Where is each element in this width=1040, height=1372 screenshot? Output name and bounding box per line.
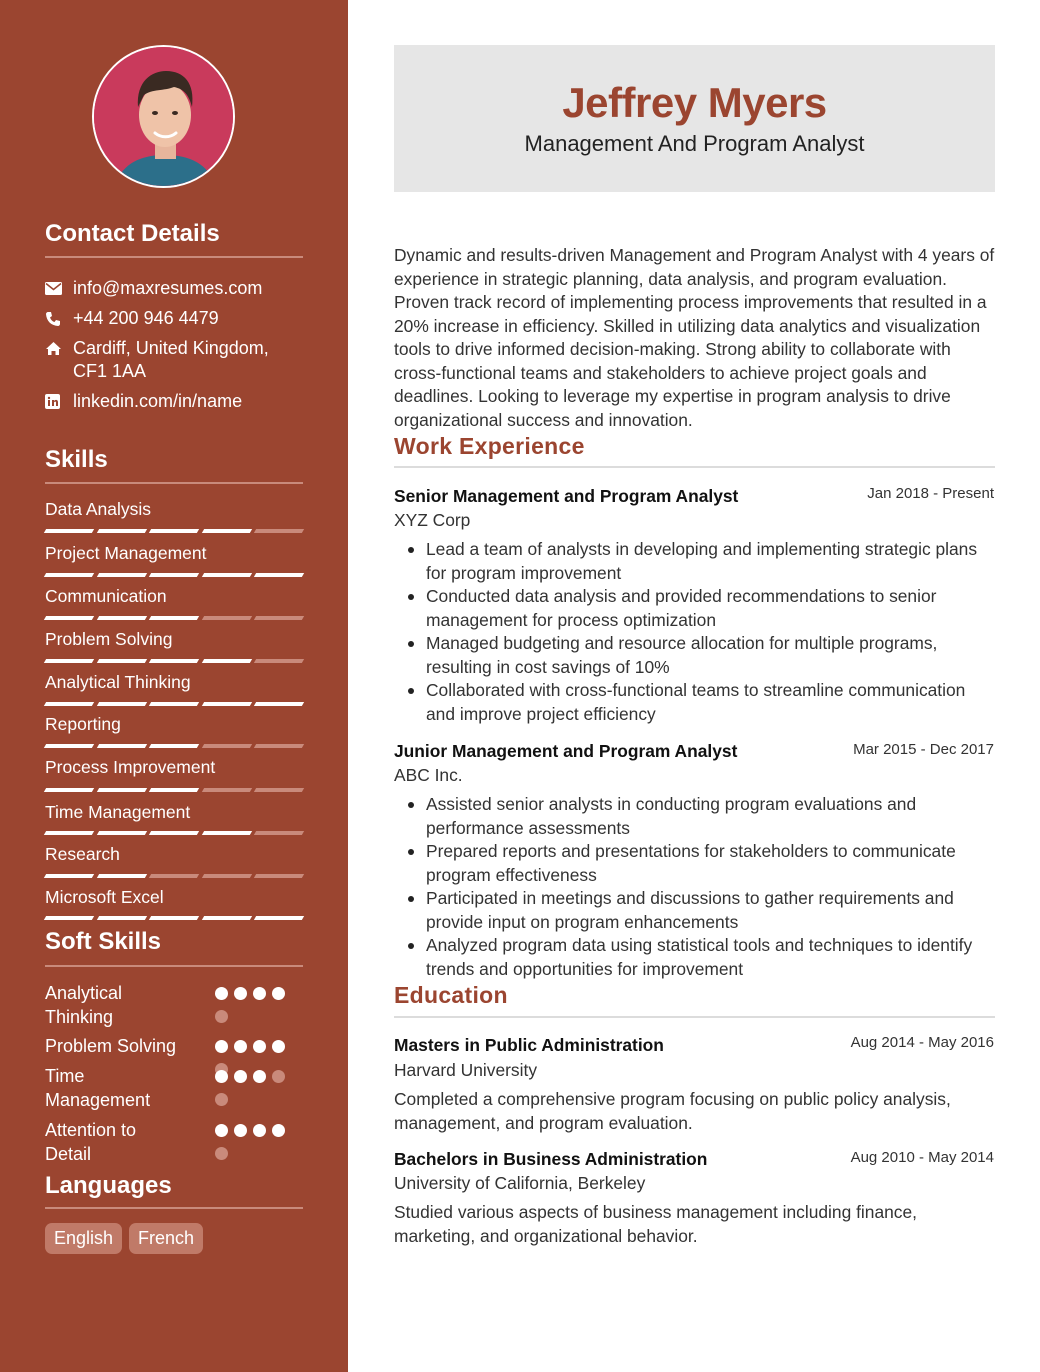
job-company: ABC Inc. [394, 765, 463, 785]
skill-meter-segment [149, 788, 199, 792]
contact-divider [45, 256, 303, 258]
skill-label: Microsoft Excel [45, 887, 164, 907]
skill-item [45, 886, 303, 908]
skill-meter-segment [202, 573, 252, 577]
skill-meter [45, 831, 303, 835]
skill-label: Communication [45, 586, 167, 606]
skill-item [45, 801, 303, 823]
skill-meter-segment [149, 616, 199, 620]
skill-label: Problem Solving [45, 629, 173, 649]
skill-meter-segment [202, 788, 252, 792]
skill-item [45, 671, 303, 693]
skill-meter-segment [44, 573, 94, 577]
work-experience-title: Work Experience [394, 433, 585, 459]
contact-address-text: Cardiff, United Kingdom, CF1 1AA [73, 338, 269, 381]
degree-title: Bachelors in Business Administration [394, 1149, 708, 1169]
skill-meter-segment [96, 573, 146, 577]
skill-meter [45, 874, 303, 878]
envelope-icon [45, 277, 73, 300]
work-experience-divider [394, 466, 995, 468]
skill-meter-segment [44, 874, 94, 878]
linkedin-icon [45, 390, 73, 413]
contact-linkedin[interactable] [45, 390, 303, 413]
avatar [92, 45, 235, 188]
skill-label: Process Improvement [45, 757, 216, 777]
profile-photo [94, 47, 235, 188]
skill-meter-segment [202, 616, 252, 620]
skill-meter-segment [202, 916, 252, 920]
language-tag: French [129, 1223, 203, 1254]
contact-phone[interactable] [45, 307, 303, 330]
skill-item [45, 585, 303, 607]
skill-meter-segment [202, 702, 252, 706]
job-bullet: Assisted senior analysts in conducting program evaluations and performance assessments [400, 793, 990, 840]
skill-meter-segment [44, 616, 94, 620]
skill-meter-segment [254, 659, 304, 663]
soft-skill-dot [272, 1070, 285, 1083]
skill-meter-segment [202, 529, 252, 533]
skill-meter [45, 788, 303, 792]
skill-meter-segment [202, 744, 252, 748]
skill-item [45, 843, 303, 865]
soft-skill-label: Problem Solving [45, 1036, 177, 1056]
skill-meter [45, 744, 303, 748]
job-bullet: Managed budgeting and resource allocation for multiple programs, resulting in cost savings of 10% [400, 632, 990, 679]
soft-skill-dot [253, 1070, 266, 1083]
skill-meter-segment [254, 916, 304, 920]
soft-skill-dot [215, 1010, 228, 1023]
home-icon [45, 337, 73, 360]
skill-meter [45, 529, 303, 533]
skill-meter-segment [44, 916, 94, 920]
soft-skill-dot [253, 1124, 266, 1137]
skill-meter [45, 659, 303, 663]
skill-meter-segment [254, 744, 304, 748]
soft-skill-dot [215, 1147, 228, 1160]
education-title: Education [394, 982, 508, 1008]
soft-skill-dot [215, 1070, 228, 1083]
skill-meter [45, 573, 303, 577]
phone-icon [45, 307, 73, 330]
skill-meter-segment [96, 616, 146, 620]
skill-meter-segment [96, 788, 146, 792]
skill-meter-segment [149, 831, 199, 835]
soft-skill-dot [234, 987, 247, 1000]
skill-meter-segment [254, 529, 304, 533]
soft-skill-dot [234, 1040, 247, 1053]
skill-label: Time Management [45, 802, 191, 822]
skill-meter-segment [202, 874, 252, 878]
soft-skill-label: Analytical Thinking [45, 983, 123, 1027]
skill-meter-segment [254, 573, 304, 577]
job-bullets [400, 538, 990, 726]
soft-skill-dot [272, 1040, 285, 1053]
soft-skill-dot [215, 987, 228, 1000]
skill-meter-segment [96, 702, 146, 706]
contact-title: Contact Details [45, 220, 220, 247]
skill-meter-segment [254, 788, 304, 792]
skill-meter-segment [202, 831, 252, 835]
skill-label: Data Analysis [45, 499, 152, 519]
job-title: Junior Management and Program Analyst [394, 741, 738, 761]
job-bullets [400, 793, 990, 981]
contact-email-text: info@maxresumes.com [73, 278, 263, 298]
skill-meter-segment [149, 659, 199, 663]
skill-meter-segment [96, 744, 146, 748]
skill-meter [45, 702, 303, 706]
degree-title: Masters in Public Administration [394, 1035, 664, 1055]
languages-divider [45, 1207, 303, 1209]
skill-meter [45, 916, 303, 920]
contact-address [45, 337, 303, 383]
job-company: XYZ Corp [394, 510, 471, 530]
skill-meter-segment [254, 616, 304, 620]
skills-divider [45, 482, 303, 484]
job-bullet: Conducted data analysis and provided recommendations to senior management for process optimization [400, 585, 990, 632]
skill-item [45, 713, 303, 735]
education-divider [394, 1016, 995, 1018]
skill-label: Research [45, 844, 120, 864]
soft-skills-divider [45, 965, 303, 967]
soft-skill-dot [215, 1040, 228, 1053]
sidebar [0, 0, 348, 1372]
skill-meter-segment [254, 831, 304, 835]
soft-skill-dot [253, 1040, 266, 1053]
skill-meter-segment [44, 659, 94, 663]
skill-meter-segment [149, 916, 199, 920]
skill-meter-segment [202, 659, 252, 663]
job-bullet: Lead a team of analysts in developing and implementing strategic plans for program improvement [400, 538, 990, 585]
skill-meter-segment [96, 529, 146, 533]
skill-label: Analytical Thinking [45, 672, 191, 692]
job-bullet: Collaborated with cross-functional teams to streamline communication and improve project efficiency [400, 679, 990, 726]
skill-item [45, 756, 303, 778]
soft-skill-label: Time Management [45, 1066, 151, 1110]
skill-meter-segment [149, 744, 199, 748]
soft-skill-dot [253, 987, 266, 1000]
candidate-name: Jeffrey Myers [562, 79, 827, 126]
skill-meter-segment [44, 702, 94, 706]
skill-meter-segment [44, 529, 94, 533]
degree-description: Studied various aspects of business management including finance, marketing, and organizational behavior. [394, 1202, 918, 1246]
soft-skill-dot [215, 1093, 228, 1106]
header [394, 45, 995, 192]
soft-skill-label: Attention to Detail [45, 1120, 137, 1164]
school-name: University of California, Berkeley [394, 1173, 646, 1193]
skill-meter [45, 616, 303, 620]
language-tag: English [45, 1223, 122, 1254]
job-title: Senior Management and Program Analyst [394, 486, 739, 506]
skill-meter-segment [96, 831, 146, 835]
skill-item [45, 498, 303, 520]
skill-item [45, 542, 303, 564]
contact-email[interactable] [45, 277, 303, 300]
candidate-role: Management And Program Analyst [524, 131, 865, 156]
job-date: Mar 2015 - Dec 2017 [853, 741, 994, 758]
job-date: Jan 2018 - Present [867, 485, 994, 502]
degree-date: Aug 2010 - May 2014 [850, 1149, 994, 1166]
skill-meter-segment [149, 702, 199, 706]
degree-date: Aug 2014 - May 2016 [850, 1034, 994, 1051]
skill-meter-segment [149, 573, 199, 577]
contact-phone-text: +44 200 946 4479 [73, 308, 219, 328]
soft-skill-dot [272, 1124, 285, 1137]
skill-meter-segment [44, 831, 94, 835]
languages-title: Languages [45, 1172, 172, 1199]
soft-skill-dot [272, 987, 285, 1000]
soft-skill-dot [234, 1124, 247, 1137]
skill-meter-segment [149, 874, 199, 878]
profile-summary: Dynamic and results-driven Management and Program Analyst with 4 years of experience in strategic planning, data analysis, and program evaluation. Proven track record of implementing process improvements that resulted in a 20% increase in efficiency. Skilled in utilizing data analytics and visualization tools to drive informed decision-making. Strong ability to collaborate with cross-functional teams and stakeholders to achieve project goals and deadlines. Looking to leverage my expertise in program analysis to drive organizational success and innovation. [394, 245, 995, 430]
skill-meter-segment [96, 659, 146, 663]
skill-item [45, 628, 303, 650]
skill-label: Project Management [45, 543, 207, 563]
skill-meter-segment [96, 874, 146, 878]
skill-meter-segment [44, 788, 94, 792]
skill-meter-segment [254, 702, 304, 706]
skill-meter-segment [96, 916, 146, 920]
contact-linkedin-text: linkedin.com/in/name [73, 391, 243, 411]
degree-description: Completed a comprehensive program focusing on public policy analysis, management, and program evaluation. [394, 1089, 951, 1133]
soft-skills-title: Soft Skills [45, 928, 162, 955]
soft-skill-dot [234, 1070, 247, 1083]
skills-title: Skills [45, 446, 108, 473]
job-bullet: Prepared reports and presentations for stakeholders to communicate program effectiveness [400, 840, 990, 887]
skill-meter-segment [149, 529, 199, 533]
skill-meter-segment [44, 744, 94, 748]
job-bullet: Analyzed program data using statistical tools and techniques to identify trends and opportunities for improvement [400, 934, 990, 981]
job-bullet: Participated in meetings and discussions to gather requirements and provide input on program enhancements [400, 887, 990, 934]
skill-label: Reporting [45, 714, 121, 734]
soft-skill-dot [215, 1124, 228, 1137]
skill-meter-segment [254, 874, 304, 878]
school-name: Harvard University [394, 1060, 538, 1080]
